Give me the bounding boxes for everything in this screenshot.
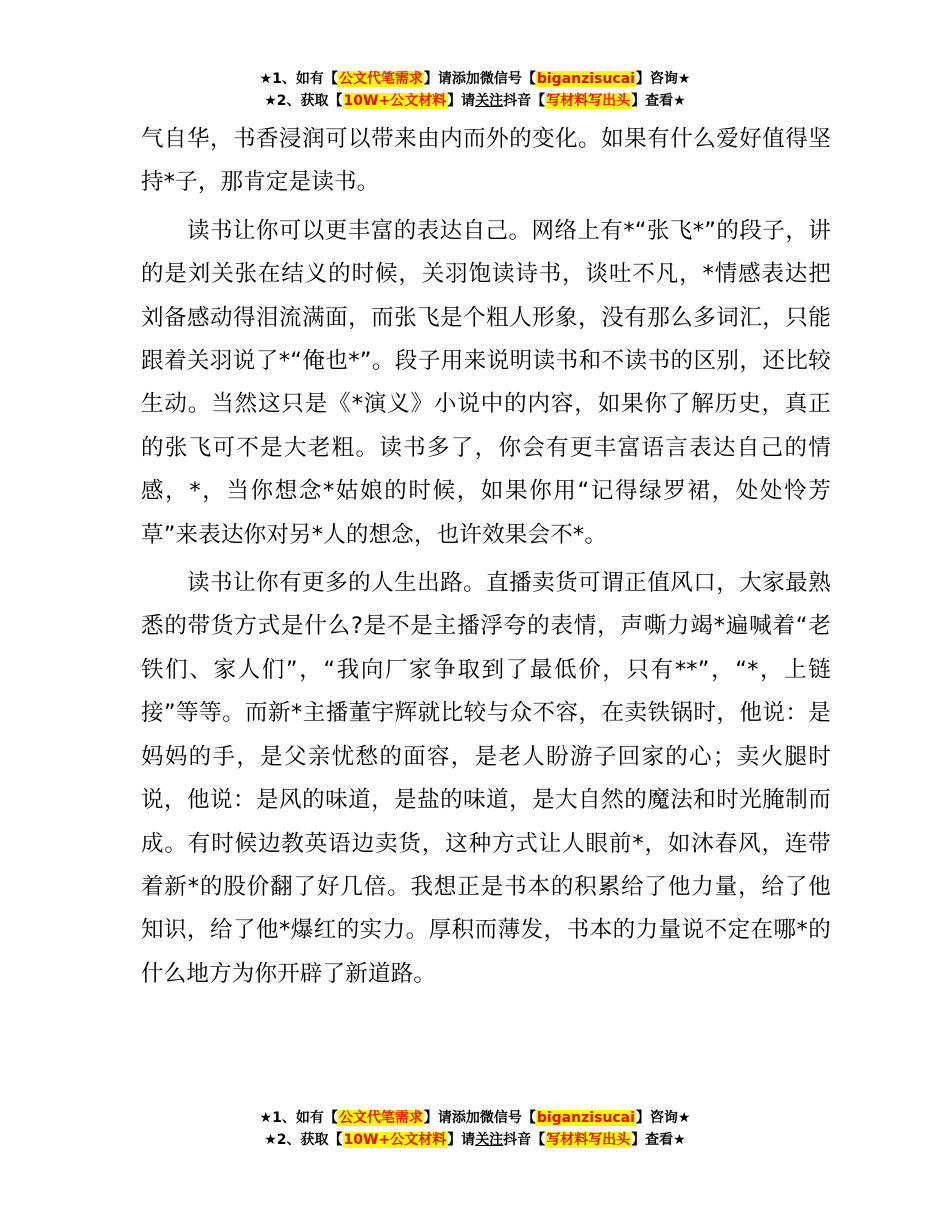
banner-emphasis: 添加 [451,1110,480,1126]
footer-banner [0,1107,950,1151]
paragraph-reading-career: 读书让你有更多的人生出路。直播卖货可谓正值风口，大家最熟悉的带货方式是什么?是不是主播浮夸的表情，声嘶力竭*遍喊着“老铁们、家人们”，“我向厂家争取到了最低价，只有**”，“*，上链接”等等。而新*主播董宇辉就比较与众不容，在卖铁锅时，他说：是妈妈的手，是父亲忧愁的面容，是老人盼游子回家的心；卖火腿时说，他说：是风的味道，是盐的味道，是大自然的魔法和时光腌制而成。有时候边教英语边卖货，这种方式让人眼前*，如沐春风，连带着新*的股价翻了好几倍。我想正是书本的积累给了他力量，给了他知识，给了他*爆红的实力。厚积而薄发，书本的力量说不定在哪*的什么地方为你开辟了新道路。 [141,570,831,987]
banner-highlight: 公文代笔需求 [338,1110,423,1126]
banner-text: 】请 [423,1110,452,1126]
banner-highlight: 公文代笔需求 [338,71,423,87]
banner-text: 】查看★ [631,93,686,109]
banner-text: ★2、获取【 [264,1132,343,1148]
header-banner [0,68,950,112]
banner-highlight: 写材料写出头 [546,1132,631,1148]
banner-text: 】请 [447,1132,476,1148]
banner-text: 微信号【 [479,1110,536,1126]
banner-highlight: 写材料写出头 [546,93,631,109]
banner-text: ★2、获取【 [264,93,343,109]
paragraph-reading-expression: 读书让你可以更丰富的表达自己。网络上有*“张飞*”的段子，讲的是刘关张在结义的时候，关羽饱读诗书，谈吐不凡，*情感表达把刘备感动得泪流满面，而张飞是个粗人形象，没有那么多词汇，只能跟着关羽说了*“俺也*”。段子用来说明读书和不读书的区别，还比较生动。当然这只是《*演义》小说中的内容，如果你了解历史，真正的张飞可不是大老粗。读书多了，你会有更丰富语言表达自己的情感，*，当你想念*姑娘的时候，如果你用“记得绿罗裙，处处怜芳草”来表达你对另*人的想念，也许效果会不*。 [141,217,831,548]
banner-emphasis: 关注 [475,93,504,109]
banner-text: 】请 [423,71,452,87]
banner-line-2 [0,1129,950,1151]
banner-text: 】查看★ [631,1132,686,1148]
banner-text: 抖音【 [503,1132,546,1148]
banner-emphasis: 添加 [451,71,480,87]
banner-highlight: biganzisucai [536,1110,635,1126]
banner-line-1 [0,1107,950,1129]
banner-highlight: biganzisucai [536,71,635,87]
document-body [141,118,831,996]
banner-highlight: 10W+公文材料 [343,93,447,109]
banner-text: 】请 [447,93,476,109]
banner-text: 微信号【 [479,71,536,87]
banner-text: 抖音【 [503,93,546,109]
banner-line-2 [0,90,950,112]
banner-emphasis: 关注 [475,1132,504,1148]
banner-line-1 [0,68,950,90]
banner-text: 】咨询★ [635,1110,691,1126]
banner-text: ★1、如有【 [259,1110,338,1126]
banner-highlight: 10W+公文材料 [343,1132,447,1148]
banner-text: 】咨询★ [635,71,691,87]
banner-text: ★1、如有【 [259,71,338,87]
paragraph-continuation: 气自华，书香浸润可以带来由内而外的变化。如果有什么爱好值得坚持*子，那肯定是读书。 [141,126,831,196]
